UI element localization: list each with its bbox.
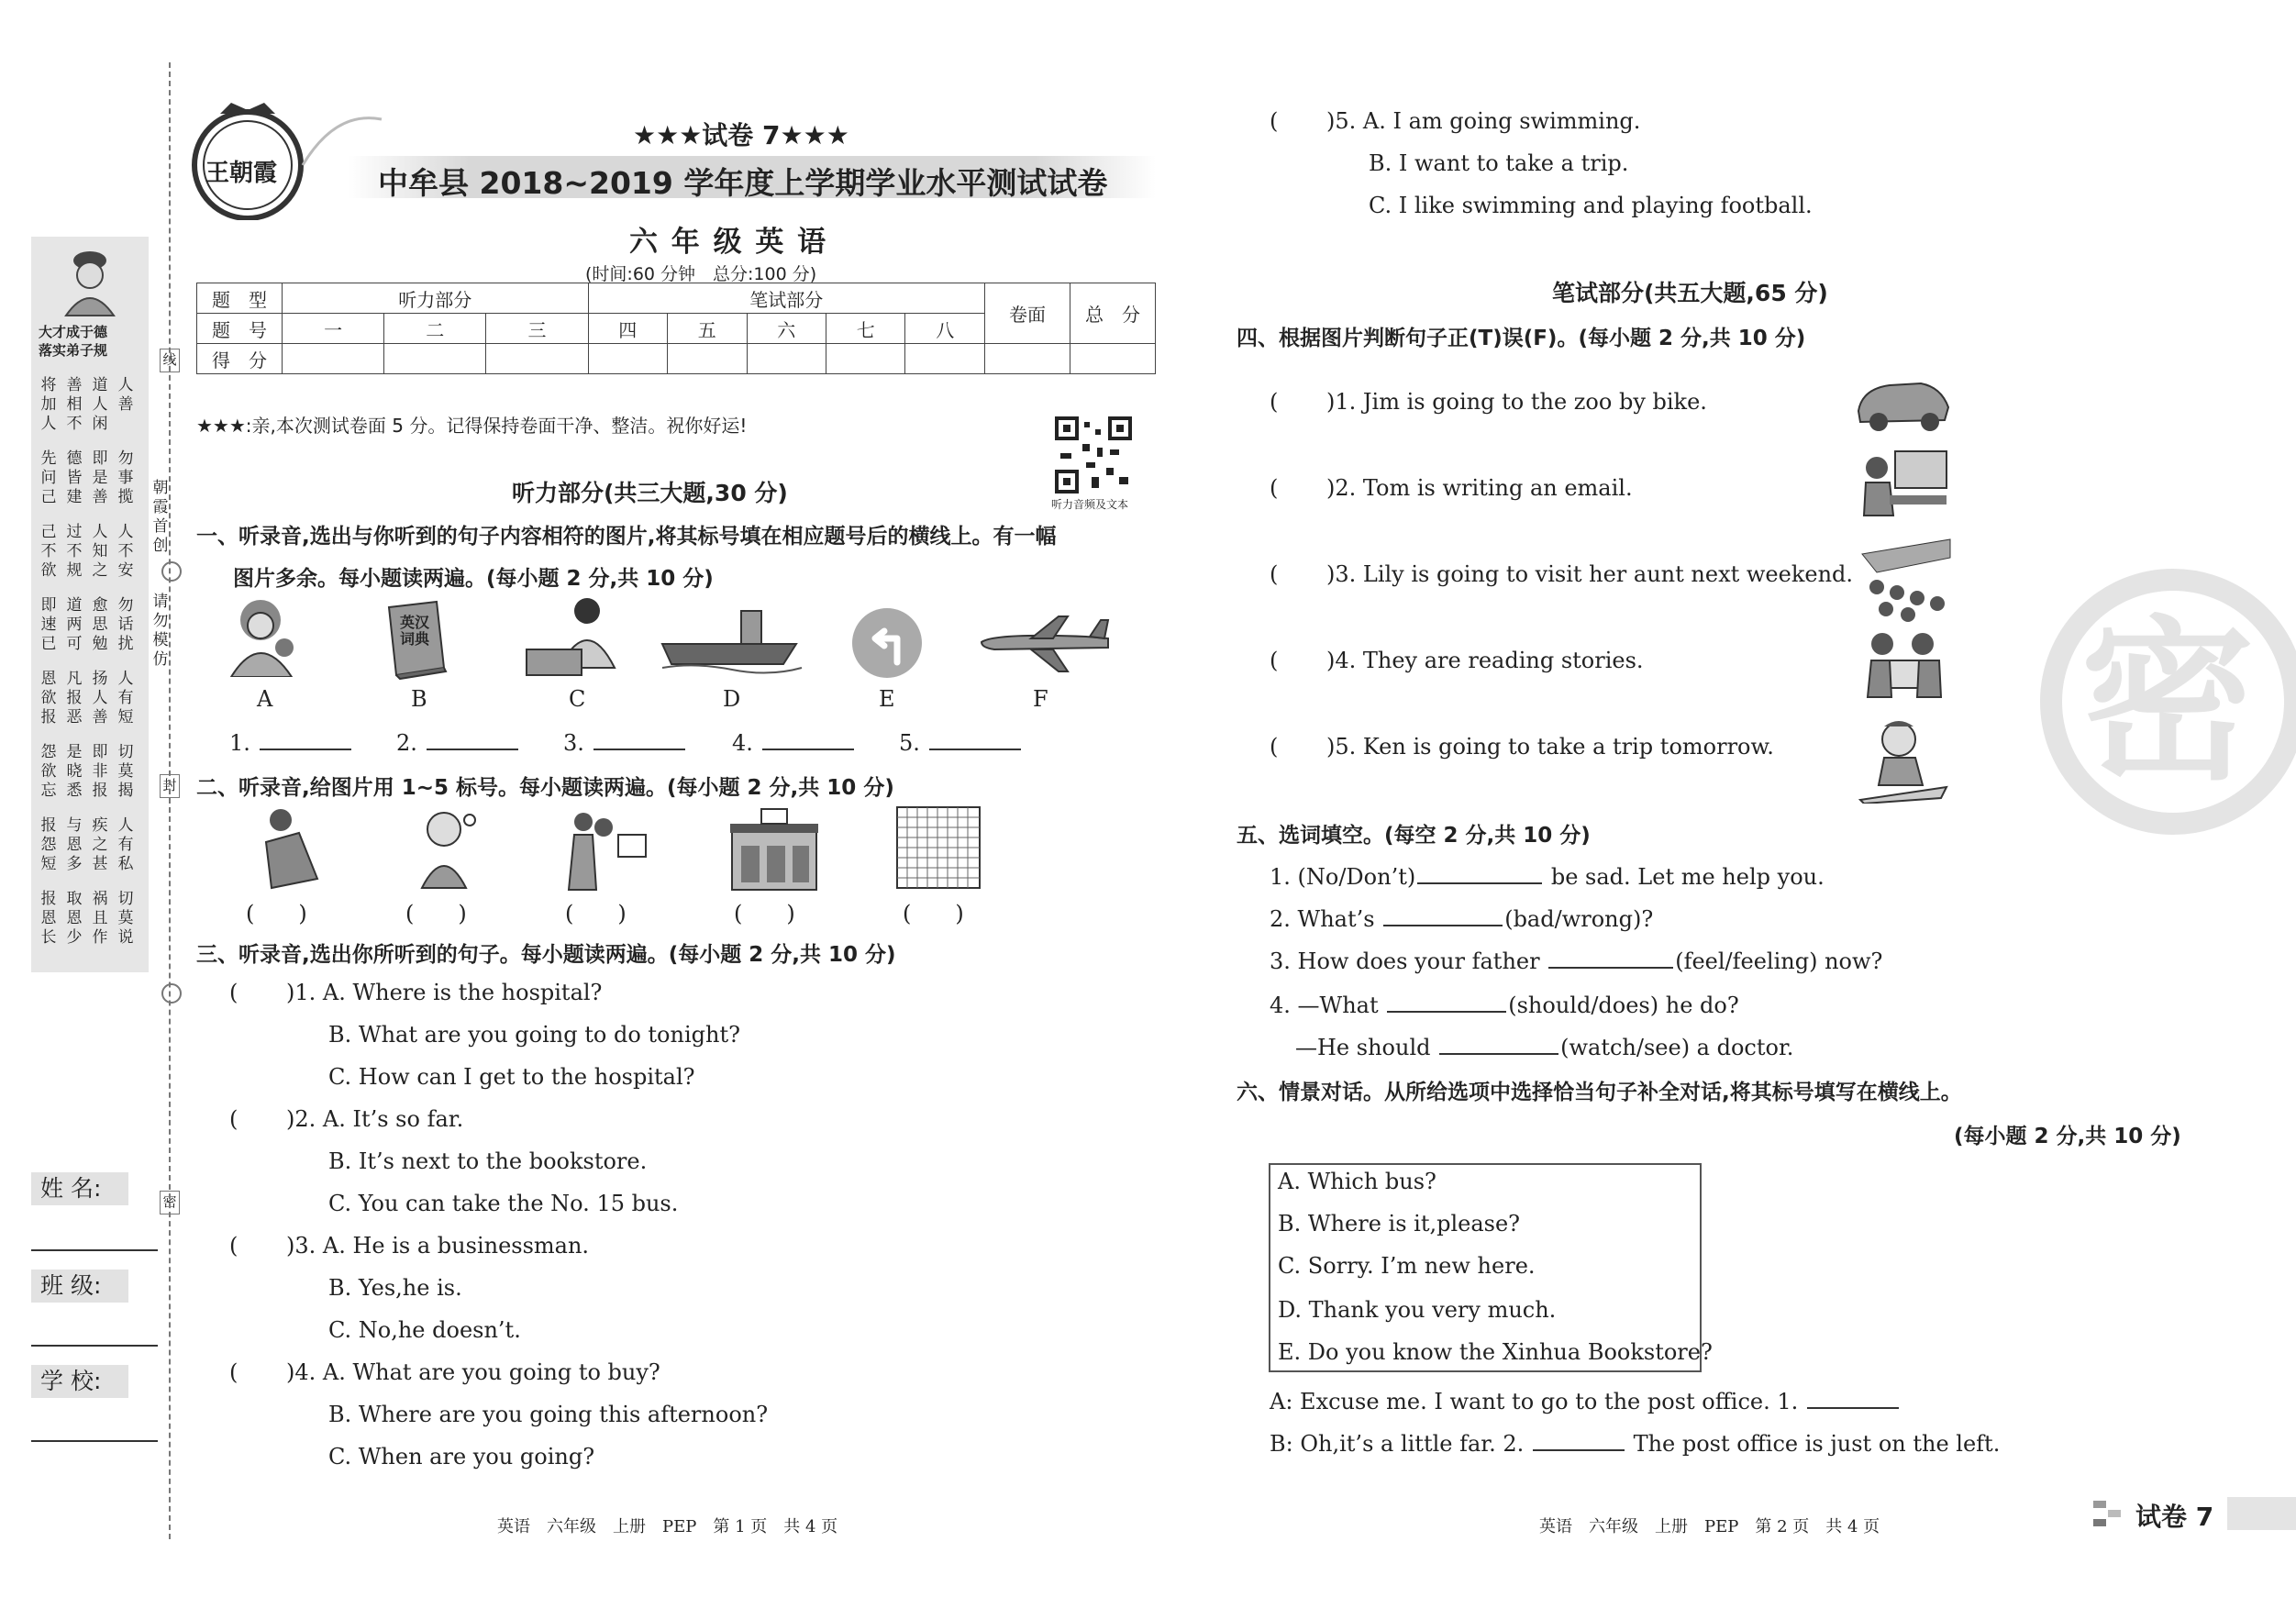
side-note-char: 朝 — [152, 479, 169, 497]
score-cell[interactable] — [486, 344, 588, 374]
picture-number-paren[interactable]: ( ) — [903, 901, 964, 926]
binding-hole-icon — [161, 561, 182, 582]
answer-paren[interactable]: ( — [229, 1233, 238, 1259]
dialogue-blank[interactable] — [1533, 1429, 1625, 1451]
section-1-instruction-line-2: 图片多余。每小题读两遍。(每小题 2 分,共 10 分) — [233, 567, 714, 591]
answer-number: 4. — [732, 730, 753, 756]
score-table-neatness: 卷面 — [985, 283, 1070, 344]
picture-number-paren[interactable]: ( ) — [565, 901, 627, 926]
side-note-char: 创 — [152, 537, 169, 555]
name-label: 姓 名: — [31, 1172, 128, 1205]
verse-column: 先问己 — [40, 449, 57, 506]
class-input-line[interactable] — [31, 1345, 158, 1347]
picture-number-paren[interactable]: ( ) — [734, 901, 795, 926]
verse-column: 报怨短 — [40, 816, 57, 873]
ship-icon — [659, 598, 805, 675]
section-2-instruction: 二、听录音,给图片用 1~5 标号。每小题读两遍。(每小题 2 分,共 10 分) — [196, 776, 894, 800]
verse-column: 怨欲忘 — [40, 743, 57, 800]
verse-column: 人不安 — [117, 523, 134, 580]
score-cell[interactable] — [384, 344, 486, 374]
verse-column: 与恩多 — [66, 816, 83, 873]
score-cell[interactable] — [985, 344, 1070, 374]
score-table-number: 八 — [905, 314, 985, 344]
options-box — [1269, 1163, 1713, 1372]
tag-decoration — [2108, 1510, 2121, 1517]
writing-heading: 笔试部分(共五大题,65 分) — [1552, 280, 1828, 306]
fill-prompt: 2. What’s — [1270, 906, 1375, 932]
verse-column: 切莫说 — [117, 890, 134, 947]
logo-text: 王朝霞 — [205, 160, 278, 187]
verse-column: 凡报恶 — [66, 670, 83, 726]
verse-column: 道两可 — [66, 596, 83, 653]
listening-heading: 听力部分(共三大题,30 分) — [512, 480, 788, 506]
verse-column: 祸且作 — [92, 890, 108, 947]
answer-paren[interactable]: ( — [229, 1359, 238, 1385]
side-note-char: 请 — [152, 593, 169, 611]
option-item: C. Sorry. I’m new here. — [1278, 1253, 1536, 1279]
word-puzzle-grid-icon — [895, 805, 983, 892]
statement: )2. Tom is writing an email. — [1326, 475, 1633, 501]
car-icon — [1853, 371, 1952, 435]
verse-column: 报恩长 — [40, 890, 57, 947]
answer-line[interactable] — [427, 728, 518, 750]
picture-label-d: D — [723, 686, 741, 712]
dialogue-line-b — [1270, 1429, 2000, 1457]
answer-number: 3. — [563, 730, 584, 756]
airplane-icon — [976, 611, 1114, 677]
dialogue-line-a — [1270, 1387, 1901, 1414]
option-b: B. What are you going to do tonight? — [328, 1022, 740, 1048]
verse-column: 勿话扰 — [117, 596, 134, 653]
option-a: )5. A. I am going swimming. — [1326, 108, 1641, 134]
answer-line[interactable] — [929, 728, 1021, 750]
answer-blank-3 — [563, 728, 687, 756]
class-label: 班 级: — [31, 1270, 128, 1303]
page-footer-left: 英语 六年级 上册 PEP 第 1 页 共 4 页 — [497, 1517, 838, 1536]
turn-left-sign-icon — [849, 605, 925, 681]
answer-paren[interactable]: ( — [229, 1106, 238, 1132]
option-c: C. I like swimming and playing football. — [1369, 193, 1813, 218]
question-3-4 — [229, 1359, 660, 1385]
answer-paren[interactable]: ( — [1270, 475, 1279, 501]
option-item: D. Thank you very much. — [1278, 1297, 1557, 1323]
answer-line[interactable] — [260, 728, 351, 750]
fill-line[interactable] — [1387, 991, 1506, 1013]
people-at-bus-stop-icon — [560, 807, 651, 893]
page-footer-right: 英语 六年级 上册 PEP 第 2 页 共 4 页 — [1539, 1517, 1880, 1536]
side-note-char: 模 — [152, 631, 169, 649]
boy-carrying-bag-icon — [253, 805, 330, 892]
verse-column: 己不欲 — [40, 523, 57, 580]
score-table-number: 二 — [384, 314, 486, 344]
answer-blank-2 — [396, 728, 520, 756]
fill-rest: (feel/feeling) now? — [1675, 948, 1883, 974]
option-item: E. Do you know the Xinhua Bookstore? — [1278, 1339, 1713, 1365]
score-table-number: 七 — [826, 314, 904, 344]
picture-label-e: E — [879, 686, 895, 712]
score-cell[interactable] — [747, 344, 826, 374]
cut-mark-secret: 密 — [160, 1191, 180, 1214]
side-note-no-copy — [150, 593, 171, 670]
fill-prompt: 3. How does your father — [1270, 948, 1540, 974]
fill-rest: (watch/see) a doctor. — [1560, 1035, 1794, 1060]
exam-tag: 试卷 7 — [2135, 1502, 2214, 1532]
side-note-char: 霞 — [152, 498, 169, 516]
fill-blank-1 — [1270, 862, 1825, 890]
option-c: C. No,he doesn’t. — [328, 1317, 521, 1343]
side-note-char: 勿 — [152, 612, 169, 630]
verse-column: 将加人 — [40, 376, 57, 433]
children-reading-icon — [1862, 629, 1945, 699]
question-4-1 — [1270, 389, 1707, 415]
school-input-line[interactable] — [31, 1440, 158, 1442]
subject-title: 六 年 级 英 语 — [629, 226, 828, 259]
verse-column: 人有短 — [117, 670, 134, 726]
confidential-stamp — [2040, 569, 2296, 835]
fill-line[interactable] — [1383, 904, 1503, 926]
score-table-writing: 笔试部分 — [588, 283, 984, 314]
verse-column: 道人闲 — [92, 376, 108, 433]
picture-label-a: A — [257, 686, 273, 712]
fill-prompt: —He should — [1295, 1035, 1431, 1060]
option-a: )2. A. It’s so far. — [286, 1106, 464, 1132]
option-a: )4. A. What are you going to buy? — [286, 1359, 660, 1385]
answer-blank-5 — [899, 728, 1023, 756]
picture-label-c: C — [569, 686, 586, 712]
score-table-listening: 听力部分 — [283, 283, 589, 314]
verse-column: 即速已 — [40, 596, 57, 653]
tag-decoration — [2093, 1501, 2106, 1508]
fill-blank-5 — [1295, 1033, 1793, 1060]
score-table-number: 五 — [668, 314, 747, 344]
score-cell[interactable] — [826, 344, 904, 374]
fill-rest: be sad. Let me help you. — [1550, 864, 1825, 890]
verse-column: 取恩少 — [66, 890, 83, 947]
qr-code-icon[interactable] — [1055, 416, 1132, 494]
dialogue-text: A: Excuse me. I want to go to the post office. 1. — [1270, 1389, 1799, 1414]
fill-blank-3 — [1270, 947, 1882, 974]
question-4-2 — [1270, 475, 1633, 501]
verse-column: 切莫揭 — [117, 743, 134, 800]
motto — [39, 323, 107, 360]
boy-using-computer-icon — [1862, 448, 1950, 517]
score-cell[interactable] — [1070, 344, 1156, 374]
post-office-building-icon — [727, 805, 822, 893]
verse-column: 扬人善 — [92, 670, 108, 726]
verse-column: 人知之 — [92, 523, 108, 580]
stamp-char: 密 — [2080, 601, 2256, 804]
question-3-2 — [229, 1106, 463, 1132]
binding-hole-icon — [161, 983, 182, 1004]
dictionary-label: 英汉词典 — [400, 614, 430, 648]
picture-label-f: F — [1033, 686, 1048, 712]
answer-blank-4 — [732, 728, 856, 756]
qr-caption: 听力音频及文本 — [1051, 498, 1129, 511]
answer-paren[interactable]: ( — [1270, 561, 1279, 587]
time-info: (时间:60 分钟 总分:100 分) — [585, 264, 817, 284]
verse-column: 人善 — [117, 376, 134, 414]
option-b: B. It’s next to the bookstore. — [328, 1148, 648, 1174]
fill-blank-4 — [1270, 991, 1739, 1018]
verse-column: 勿事揽 — [117, 449, 134, 506]
section-4-instruction: 四、根据图片判断句子正(T)误(F)。(每小题 2 分,共 10 分) — [1237, 327, 1806, 350]
cut-mark-seal: 封 — [160, 774, 180, 798]
answer-number: 2. — [396, 730, 417, 756]
fill-blank-2 — [1270, 904, 1653, 932]
option-b: B. Where are you going this afternoon? — [328, 1402, 769, 1427]
picture-number-paren[interactable]: ( ) — [405, 901, 467, 926]
statement: )3. Lily is going to visit her aunt next weekend. — [1326, 561, 1854, 587]
picture-number-paren[interactable]: ( ) — [246, 901, 307, 926]
section-5-instruction: 五、选词填空。(每空 2 分,共 10 分) — [1237, 824, 1591, 848]
section-6-instruction: 六、情景对话。从所给选项中选择恰当句子补全对话,将其标号填写在横线上。 — [1237, 1081, 1962, 1104]
fill-rest: (bad/wrong)? — [1504, 906, 1654, 932]
verse-column: 恩欲报 — [40, 670, 57, 726]
boy-drawing-icon — [1857, 715, 1950, 804]
score-table-number: 六 — [747, 314, 826, 344]
question-3-3 — [229, 1233, 589, 1259]
fill-line[interactable] — [1439, 1033, 1558, 1055]
dialogue-text: B: Oh,it’s a little far. 2. — [1270, 1431, 1525, 1457]
answer-line[interactable] — [593, 728, 685, 750]
tag-bar — [2227, 1497, 2296, 1530]
dialogue-blank[interactable] — [1807, 1387, 1899, 1409]
verse-column: 是晓悉 — [66, 743, 83, 800]
score-table-number: 一 — [283, 314, 384, 344]
score-cell[interactable] — [905, 344, 985, 374]
statement: )5. Ken is going to take a trip tomorrow. — [1326, 734, 1774, 760]
side-note-char: 仿 — [152, 650, 169, 669]
tag-decoration — [2093, 1519, 2106, 1526]
side-note-char: 首 — [152, 517, 169, 536]
verse-column: 愈思勉 — [92, 596, 108, 653]
score-table-number: 四 — [588, 314, 667, 344]
verse-grid — [35, 376, 145, 963]
answer-blank-1 — [229, 728, 353, 756]
doctor-with-patient-icon — [523, 594, 633, 679]
verse-column: 德皆建 — [66, 449, 83, 506]
answer-number: 5. — [899, 730, 920, 756]
school-label: 学 校: — [31, 1365, 128, 1398]
option-item: A. Which bus? — [1278, 1169, 1436, 1194]
question-4-5 — [1270, 734, 1774, 760]
score-table-total: 总 分 — [1070, 283, 1156, 344]
score-cell[interactable] — [283, 344, 384, 374]
verse-column: 人有私 — [117, 816, 134, 873]
classroom-crowd-icon — [1858, 536, 1954, 624]
fill-prompt: 4. —What — [1270, 993, 1379, 1018]
notice: ★★★:亲,本次测试卷面 5 分。记得保持卷面干净、整洁。祝你好运! — [196, 415, 748, 437]
fill-rest: (should/does) he do? — [1508, 993, 1739, 1018]
girl-with-cat-icon — [224, 593, 303, 677]
score-table-type-label: 题 型 — [197, 283, 283, 314]
dialogue-text: The post office is just on the left. — [1633, 1431, 2001, 1457]
answer-paren[interactable]: ( — [229, 980, 238, 1005]
picture-label-b: B — [411, 686, 427, 712]
scholar-illustration — [55, 244, 125, 317]
question-3-5 — [1270, 108, 1640, 134]
answer-paren[interactable]: ( — [1270, 648, 1279, 673]
motto-line-2: 落实弟子规 — [39, 342, 108, 359]
option-a: )1. A. Where is the hospital? — [286, 980, 603, 1005]
score-table-number: 三 — [486, 314, 588, 344]
score-table-number-label: 题 号 — [197, 314, 283, 344]
name-input-line[interactable] — [31, 1249, 158, 1251]
verse-column: 过不规 — [66, 523, 83, 580]
score-cell[interactable] — [588, 344, 667, 374]
fill-line[interactable] — [1417, 862, 1542, 884]
question-3-1 — [229, 980, 602, 1005]
answer-paren[interactable]: ( — [1270, 389, 1279, 415]
side-note-original — [150, 479, 171, 556]
sidebar-panel — [31, 237, 149, 972]
answer-paren[interactable]: ( — [1270, 108, 1279, 134]
verse-column: 善相不 — [66, 376, 83, 433]
answer-number: 1. — [229, 730, 250, 756]
verse-column: 即是善 — [92, 449, 108, 506]
fill-prompt: 1. (No/Don’t) — [1270, 864, 1416, 890]
option-b: B. Yes,he is. — [328, 1275, 462, 1301]
fill-line[interactable] — [1548, 947, 1673, 969]
option-c: C. When are you going? — [328, 1444, 595, 1469]
exam-title: 中牟县 2018~2019 学年度上学期学业水平测试试卷 — [378, 165, 1108, 201]
binding-dashed-line — [169, 62, 171, 1539]
option-b: B. I want to take a trip. — [1369, 150, 1629, 176]
sick-boy-icon — [409, 807, 482, 893]
question-4-3 — [1270, 561, 1853, 587]
section-6-points: (每小题 2 分,共 10 分) — [1954, 1125, 2181, 1148]
answer-line[interactable] — [762, 728, 854, 750]
section-3-instruction: 三、听录音,选出你所听到的句子。每小题读两遍。(每小题 2 分,共 10 分) — [196, 943, 896, 967]
option-c: C. How can I get to the hospital? — [328, 1064, 695, 1090]
option-item: B. Where is it,please? — [1278, 1211, 1521, 1237]
question-4-4 — [1270, 648, 1644, 673]
exam-series: ★★★试卷 7★★★ — [633, 120, 849, 150]
motto-line-1: 大才成于德 — [39, 324, 108, 340]
statement: )1. Jim is going to the zoo by bike. — [1326, 389, 1707, 415]
answer-paren[interactable]: ( — [1270, 734, 1279, 760]
score-cell[interactable] — [668, 344, 747, 374]
section-1-instruction-line-1: 一、听录音,选出与你听到的句子内容相符的图片,将其标号填在相应题号后的横线上。有一幅 — [196, 525, 1057, 549]
option-c: C. You can take the No. 15 bus. — [328, 1191, 679, 1216]
cut-mark-line: 线 — [160, 349, 180, 372]
score-table — [196, 283, 1156, 374]
verse-column: 即非报 — [92, 743, 108, 800]
verse-column: 疾之甚 — [92, 816, 108, 873]
statement: )4. They are reading stories. — [1326, 648, 1644, 673]
option-a: )3. A. He is a businessman. — [286, 1233, 590, 1259]
score-table-score-label: 得 分 — [197, 344, 283, 374]
